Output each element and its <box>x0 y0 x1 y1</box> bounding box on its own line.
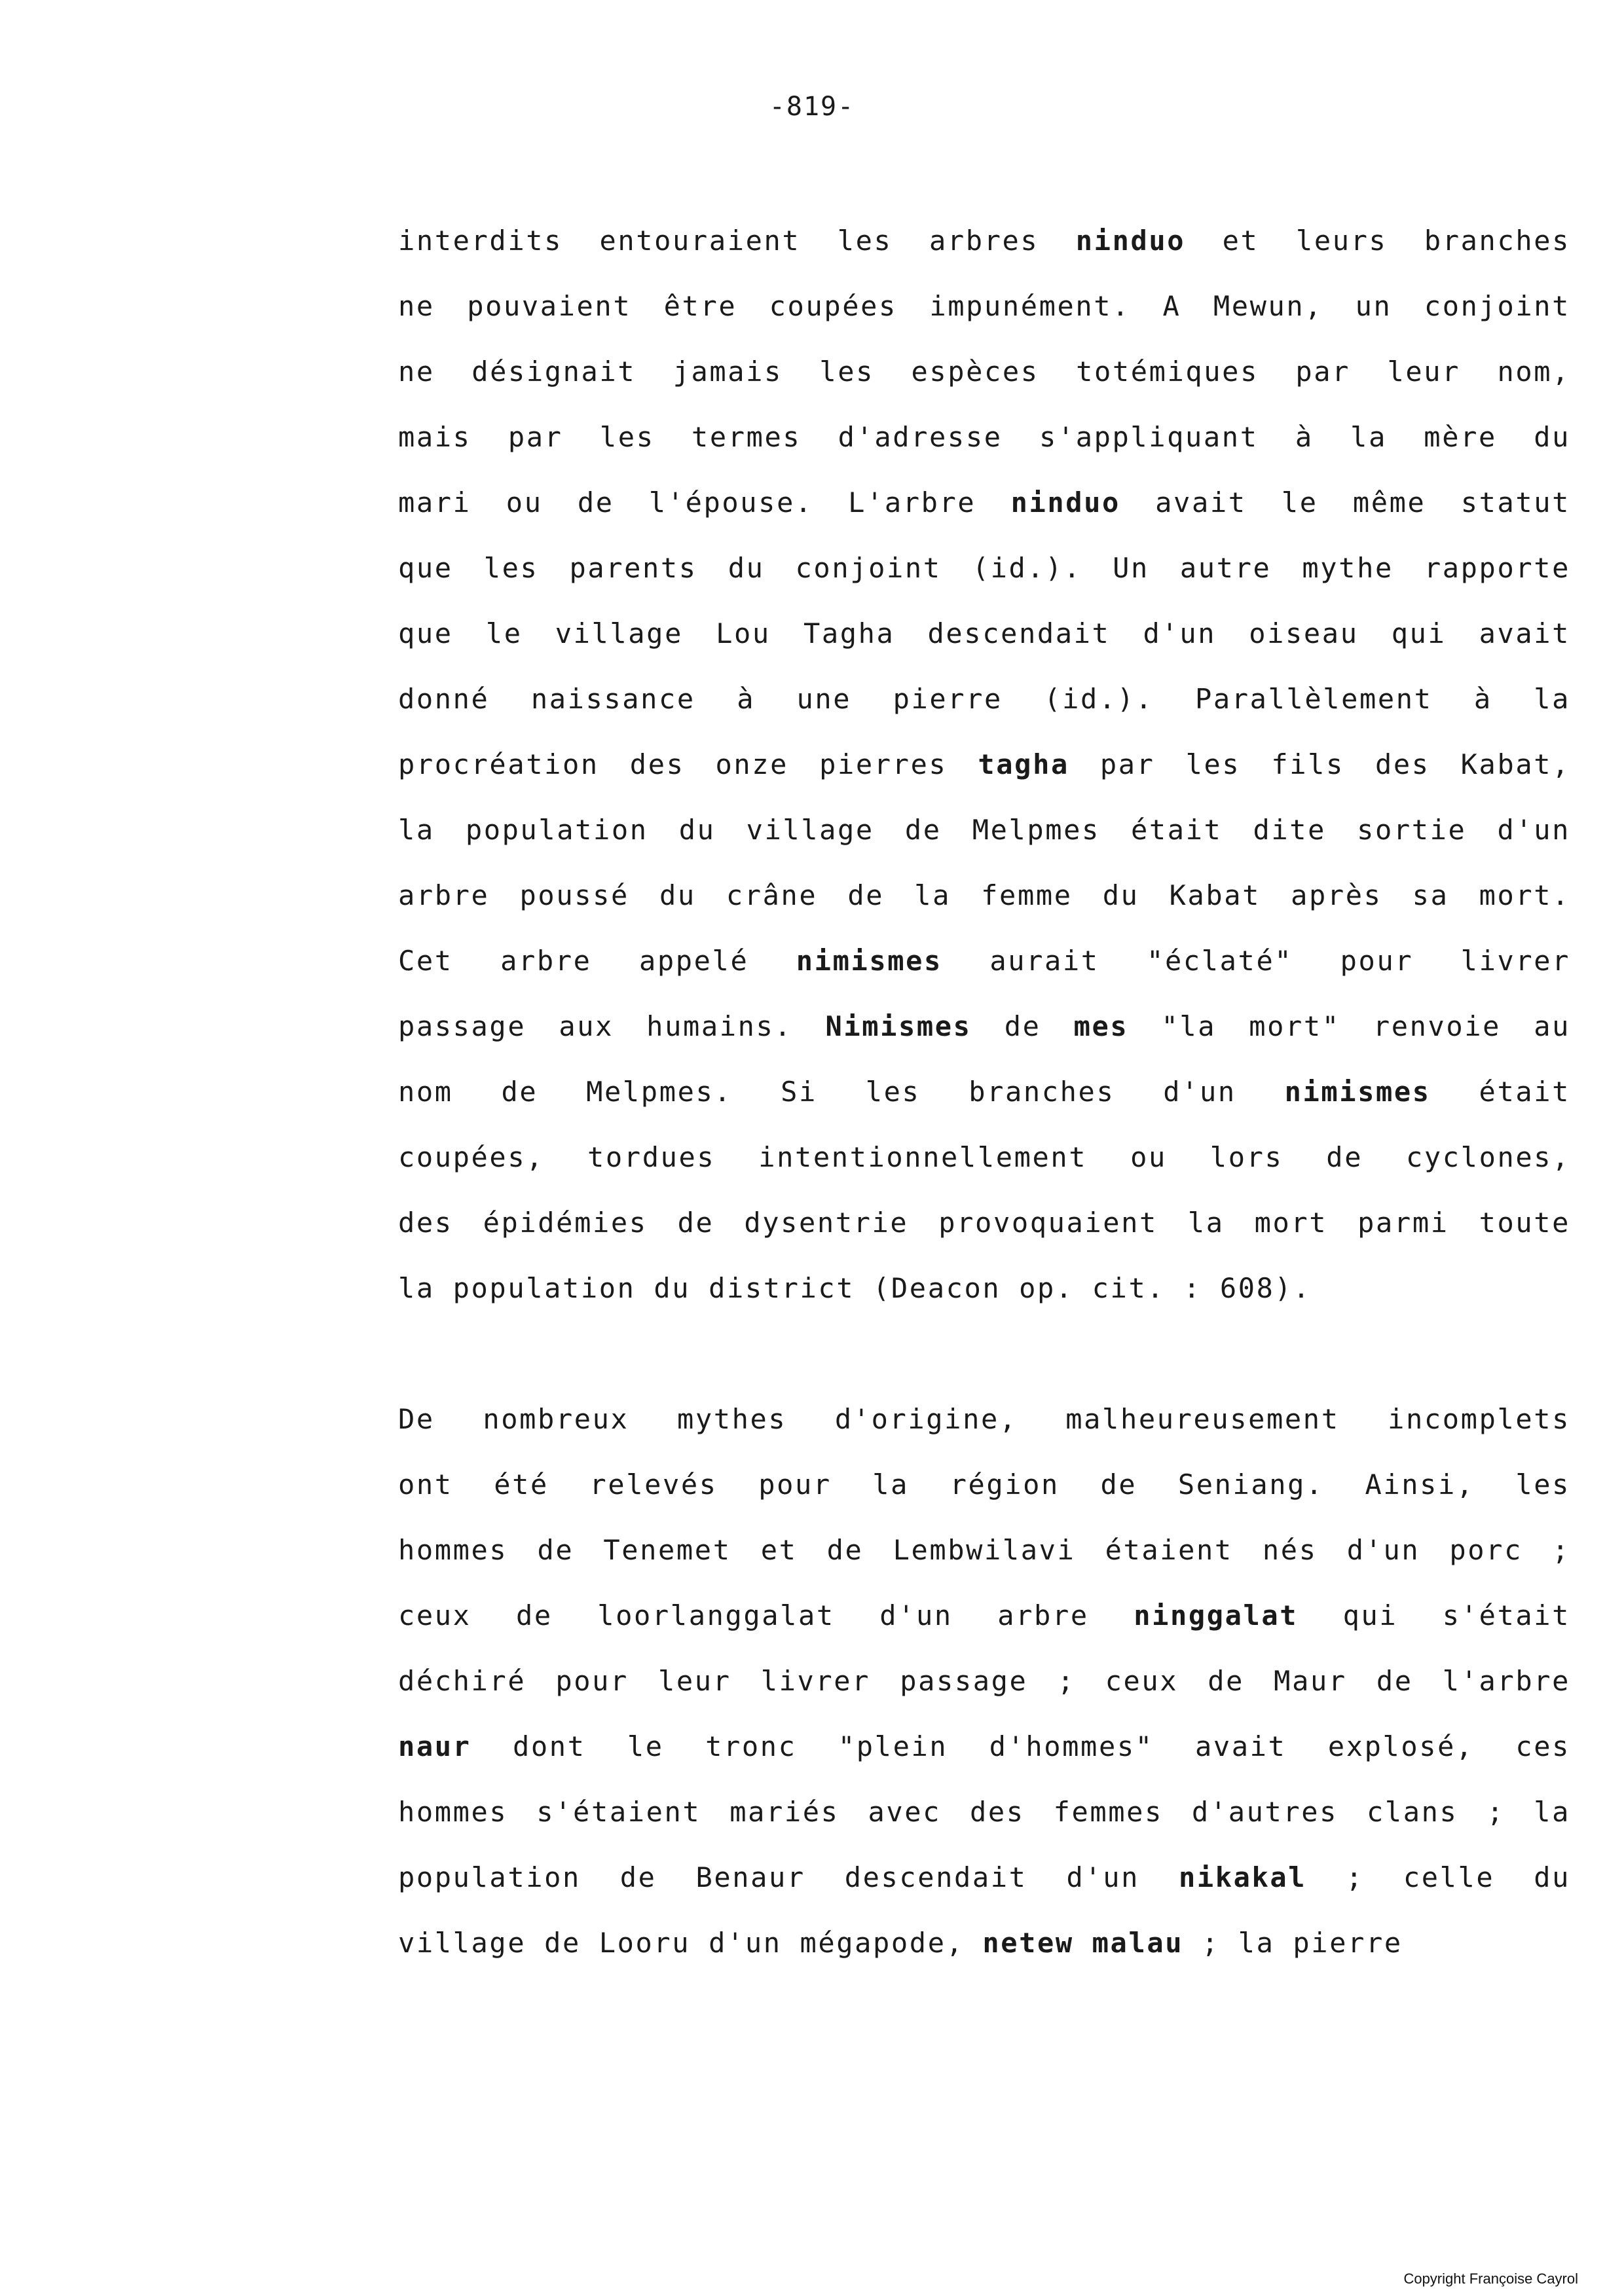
text-line <box>398 666 1570 732</box>
emphasized-term: ninduo <box>1075 225 1186 257</box>
emphasized-term: Nimismes <box>825 1010 972 1042</box>
emphasized-term: nikakal <box>1178 1861 1307 1893</box>
emphasized-term: tagha <box>978 748 1069 780</box>
text-line <box>398 928 1570 994</box>
paragraph <box>398 208 1570 1321</box>
text-line <box>398 536 1570 601</box>
text-run: "la mort" renvoie au <box>1128 1010 1570 1042</box>
text-run: avait le même statut <box>1120 486 1570 519</box>
page-number: -819- <box>769 92 855 122</box>
text-run: donné naissance à une pierre (id.). Parallèlement à la <box>398 683 1570 715</box>
emphasized-term: mes <box>1073 1010 1129 1042</box>
text-line <box>398 1649 1570 1714</box>
text-run: ne désignait jamais les espèces totémiques par leur nom, <box>398 355 1570 388</box>
text-line <box>398 1190 1570 1256</box>
text-run: hommes de Tenemet et de Lembwilavi étaient nés d'un porc ; <box>398 1534 1570 1566</box>
text-run: procréation des onze pierres <box>398 748 978 780</box>
text-line <box>398 601 1570 666</box>
text-line <box>398 405 1570 470</box>
text-run: ceux de loorlanggalat d'un arbre <box>398 1599 1134 1631</box>
text-run: que les parents du conjoint (id.). Un autre mythe rapporte <box>398 552 1570 584</box>
text-line <box>398 208 1570 274</box>
text-run: la population du district (Deacon op. cit. : 608). <box>398 1272 1312 1304</box>
text-run: ont été relevés pour la région de Seniang. Ainsi, les <box>398 1468 1570 1501</box>
text-run: De nombreux mythes d'origine, malheureusement incomplets <box>398 1403 1570 1435</box>
text-run: dont le tronc "plein d'hommes" avait explosé, ces <box>471 1730 1570 1762</box>
text-run: mari ou de l'épouse. L'arbre <box>398 486 1011 519</box>
text-line <box>398 994 1570 1059</box>
text-run: que le village Lou Tagha descendait d'un oiseau qui avait <box>398 617 1570 649</box>
text-run: interdits entouraient les arbres <box>398 225 1076 257</box>
text-line <box>398 863 1570 928</box>
text-line <box>398 470 1570 536</box>
text-run: nom de Melpmes. Si les branches d'un <box>398 1076 1285 1108</box>
text-run: population de Benaur descendait d'un <box>398 1861 1179 1893</box>
text-line <box>398 339 1570 405</box>
text-run: des épidémies de dysentrie provoquaient la mort parmi toute <box>398 1207 1570 1239</box>
text-line <box>398 1256 1570 1321</box>
text-run: passage aux humains. <box>398 1010 826 1042</box>
text-run: village de Looru d'un mégapode, <box>398 1927 983 1959</box>
text-run: par les fils des Kabat, <box>1069 748 1570 780</box>
text-run: était <box>1430 1076 1570 1108</box>
text-line <box>398 1125 1570 1190</box>
emphasized-term: nimismes <box>796 945 942 977</box>
paragraph <box>398 1387 1570 1976</box>
text-run: ; la pierre <box>1183 1927 1403 1959</box>
copyright-notice: Copyright Françoise Cayrol <box>1403 2270 1578 2287</box>
text-run: de <box>971 1010 1074 1042</box>
emphasized-term: nimismes <box>1284 1076 1431 1108</box>
text-run: hommes s'étaient mariés avec des femmes d'autres clans ; la <box>398 1796 1570 1828</box>
text-line <box>398 1779 1570 1845</box>
text-run: coupées, tordues intentionnellement ou lors de cyclones, <box>398 1141 1570 1173</box>
text-line <box>398 1845 1570 1910</box>
emphasized-term: ninduo <box>1010 486 1120 519</box>
text-run: aurait "éclaté" pour livrer <box>942 945 1570 977</box>
text-run: déchiré pour leur livrer passage ; ceux de Maur de l'arbre <box>398 1665 1570 1697</box>
text-line <box>398 1714 1570 1779</box>
text-line <box>398 1059 1570 1125</box>
text-run: et leurs branches <box>1185 225 1570 257</box>
emphasized-term: naur <box>398 1730 471 1762</box>
text-line <box>398 1518 1570 1583</box>
text-line <box>398 732 1570 797</box>
text-run: ; celle du <box>1306 1861 1570 1893</box>
text-line <box>398 274 1570 339</box>
emphasized-term: netew malau <box>982 1927 1184 1959</box>
text-run: la population du village de Melpmes était dite sortie d'un <box>398 814 1570 846</box>
text-run: Cet arbre appelé <box>398 945 796 977</box>
text-run: qui s'était <box>1298 1599 1570 1631</box>
text-run: mais par les termes d'adresse s'appliquant à la mère du <box>398 421 1570 453</box>
text-line <box>398 797 1570 863</box>
text-line <box>398 1387 1570 1452</box>
emphasized-term: ninggalat <box>1134 1599 1299 1631</box>
text-run: ne pouvaient être coupées impunément. A Mewun, un conjoint <box>398 290 1570 322</box>
text-line <box>398 1452 1570 1518</box>
text-line <box>398 1583 1570 1649</box>
text-line <box>398 1910 1570 1976</box>
text-run: arbre poussé du crâne de la femme du Kabat après sa mort. <box>398 879 1570 911</box>
